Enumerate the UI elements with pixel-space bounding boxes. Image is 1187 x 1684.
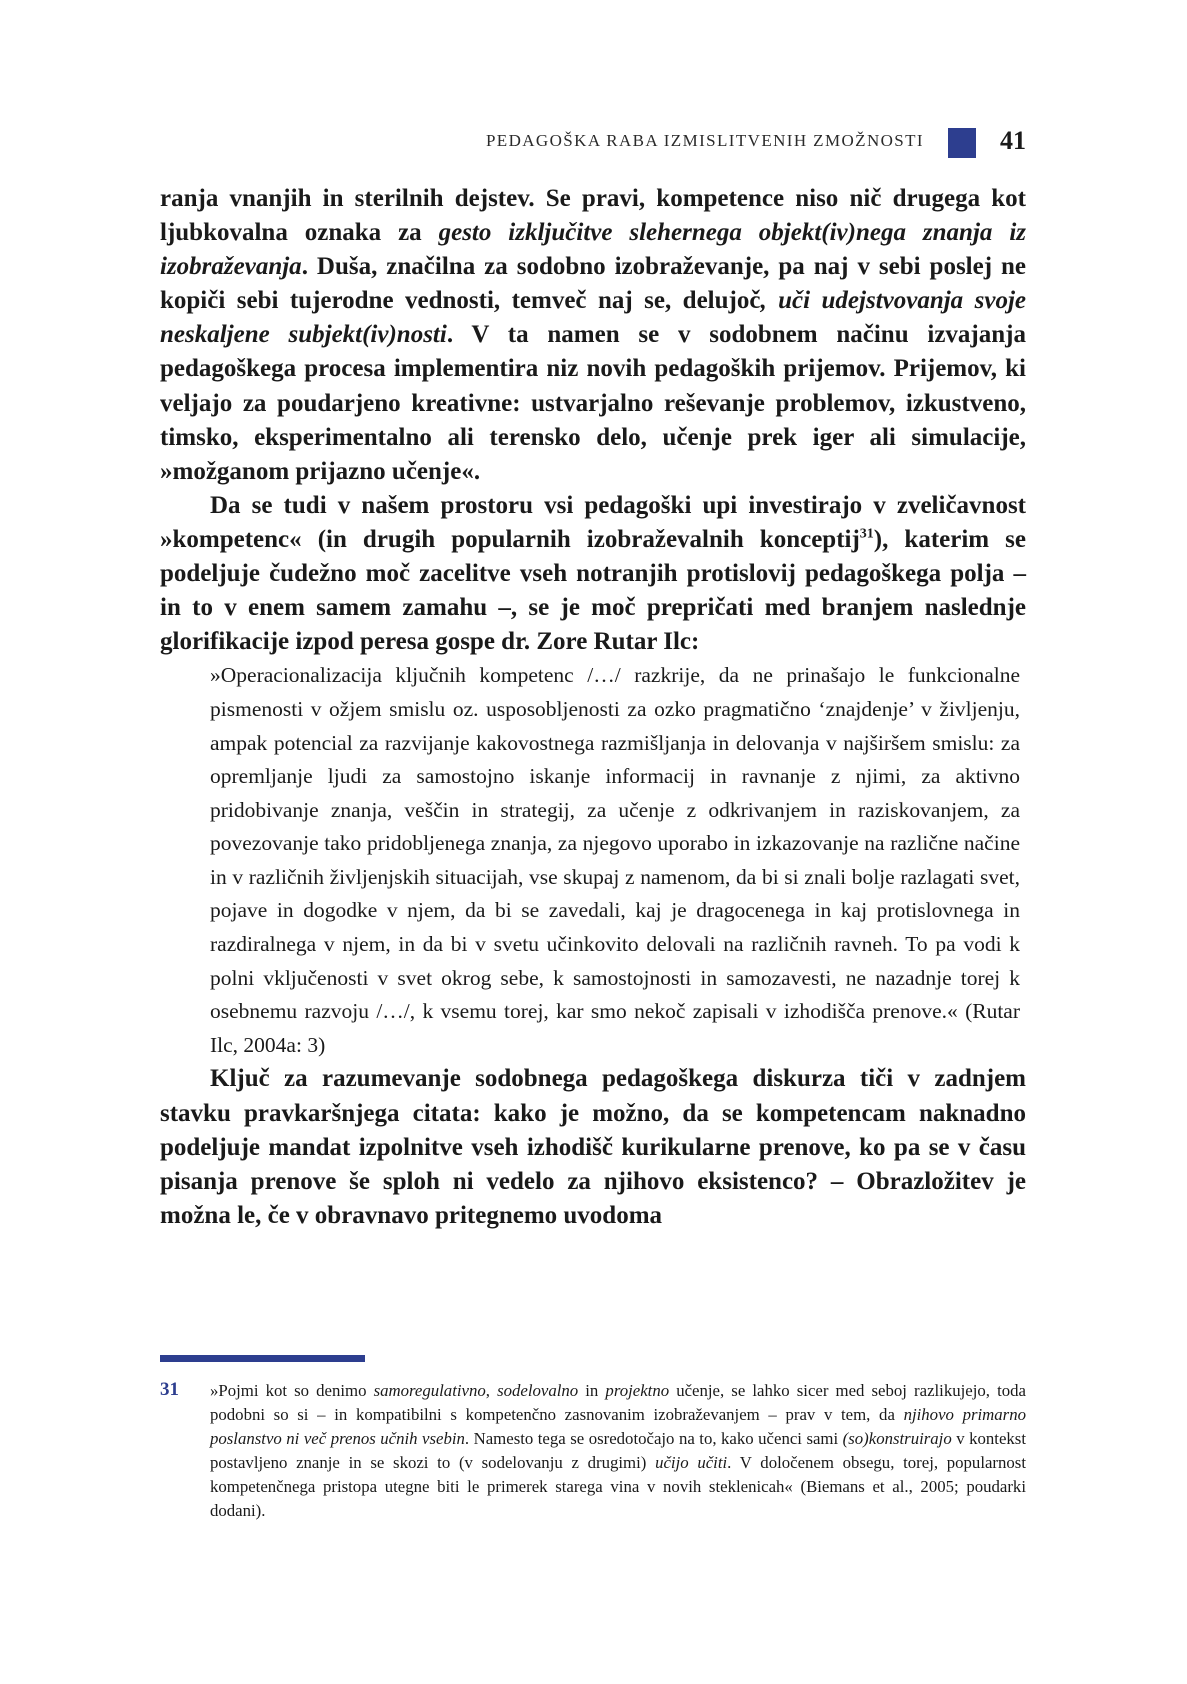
paragraph-3: Ključ za razumevanje sodobnega pedagoškega diskurza tiči v zadnjem stavku pravkaršnjega citata: kako je možno, da se kompetencam naknadno podeljuje mandat izpolnitve vseh izhodišč kurikularne prenove, ko pa se v času pisanja prenove še sploh ni vedelo za njihovo eksistenco? – Obrazložitev je možna le, če v obravnavo pritegnemo uvodoma [160, 1065, 1026, 1229]
text-span: ranja vnanjih in sterilnih dejstev. Se pravi, kompetence niso nič drugega kot ljubkovalna oznaka za [160, 185, 1026, 247]
footnote-number: 31 [160, 1379, 179, 1400]
italic-span: , uči udejstvovanja svoje neskaljene subjekt(iv)nosti [160, 287, 1026, 349]
italic-span: gesto izključitve slehernega objekt(iv)nega znanja iz izobraževanja [160, 219, 1026, 281]
header-square-mark [948, 128, 976, 158]
italic-span: projektno [605, 1381, 670, 1400]
running-head: PEDAGOŠKA RABA IZMISLITVENIH ZMOŽNOSTI [485, 131, 924, 150]
paragraph-1 [160, 182, 1026, 489]
italic-span: učijo učiti [655, 1453, 728, 1472]
text-span: Da se tudi v našem prostoru vsi pedagoški upi investirajo v zveličavnost »kompetenc« (in drugih popularnih izobraževalnih konceptij [160, 491, 1026, 553]
footnote-reference[interactable]: 31 [859, 526, 874, 542]
footnote-text [210, 1379, 1026, 1523]
text-span: v kontekst postavljeno znanje in se skozi to (v sodelovanju z drugimi) [210, 1429, 1026, 1472]
main-text [160, 182, 1026, 1233]
page-header [160, 128, 1026, 160]
footnote [160, 1379, 1026, 1523]
paragraph-2 [160, 489, 1026, 659]
text-span: »Pojmi kot so denimo [210, 1381, 374, 1400]
text-span: . V ta namen se v sodobnem načinu izvajanja pedagoškega procesa implementira niz novih pedagoških prijemov. Prijemov, ki veljajo za poudarjeno kreativne: ustvarjalno reševanje problemov, izkustveno, timsko, eksperimentalno ali terensko delo, učenje prek iger ali simulacije, »možganom prijazno učenje«. [160, 321, 1026, 485]
page-number: 41 [1000, 126, 1026, 155]
text-span: . Duša, značilna za sodobno izobraževanje, pa naj v sebi poslej ne kopiči sebi tujerodne vednosti, temveč naj se, delujoč [160, 253, 1026, 315]
text-span: in [578, 1381, 606, 1400]
text-span: ), katerim se podeljuje čudežno moč zacelitve vseh notranjih protislovij pedagoškega polja – in to v enem samem zamahu –, se je moč prepričati med branjem naslednje glorifikacije izpod peresa gospe dr. Zore Rutar Ilc: [160, 525, 1026, 656]
italic-span: samoregulativno [373, 1381, 486, 1400]
text-span: , [485, 1381, 498, 1400]
text-span: učenje, se lahko sicer med seboj razlikujejo, toda podobni so si – in kompatibilni s kompetenčno zasnovanim izobraževanjem – prav v tem, da [210, 1381, 1026, 1424]
footnote-separator [160, 1355, 365, 1362]
block-quote: »Operacionalizacija ključnih kompetenc /…/ razkrije, da ne prinašajo le funkcionalne pismenosti v ožjem smislu oz. usposobljenosti za ozko pragmatično ‘znajdenje’ v življenju, ampak potencial za razvijanje kakovostnega razmišljanja in delovanja v najširšem smislu: za opremljanje ljudi za samostojno iskanje informacij in ravnanje z njimi, za aktivno pridobivanje znanja, veščin in strategij, za učenje z odkrivanjem in raziskovanjem, za povezovanje tako pridobljenega znanja, za njegovo uporabo in izkazovanje na različne načine in v različnih življenjskih situacijah, vse skupaj z namenom, da bi si znali bolje razlagati svet, pojave in dogodke v njem, da bi se zavedali, kaj je dragocenega in kaj protislovnega in razdiralnega v njem, in da bi v svetu učinkovito delovali na različnih ravneh. To pa vodi k polni vključenosti v svet okrog sebe, k samostojnosti in samozavesti, ne nazadnje torej k osebnemu razvoju /…/, k vsemu torej, kar smo nekoč zapisali v izhodišča prenove.« (Rutar Ilc, 2004a: 3) [210, 663, 1020, 1057]
text-span: . Namesto tega se osredotočajo na to, kako učenci sami [464, 1429, 843, 1448]
text-span: . V določenem obsegu, torej, popularnost kompetenčnega pristopa utegne biti le primerek starega vina v novih steklenicah« (Biemans et al., 2005; poudarki dodani). [210, 1453, 1026, 1520]
italic-span: njihovo primarno poslanstvo ni več prenos učnih vsebin [210, 1405, 1026, 1448]
italic-span: sodelovalno [497, 1381, 579, 1400]
italic-span: (so)konstruirajo [842, 1429, 952, 1448]
